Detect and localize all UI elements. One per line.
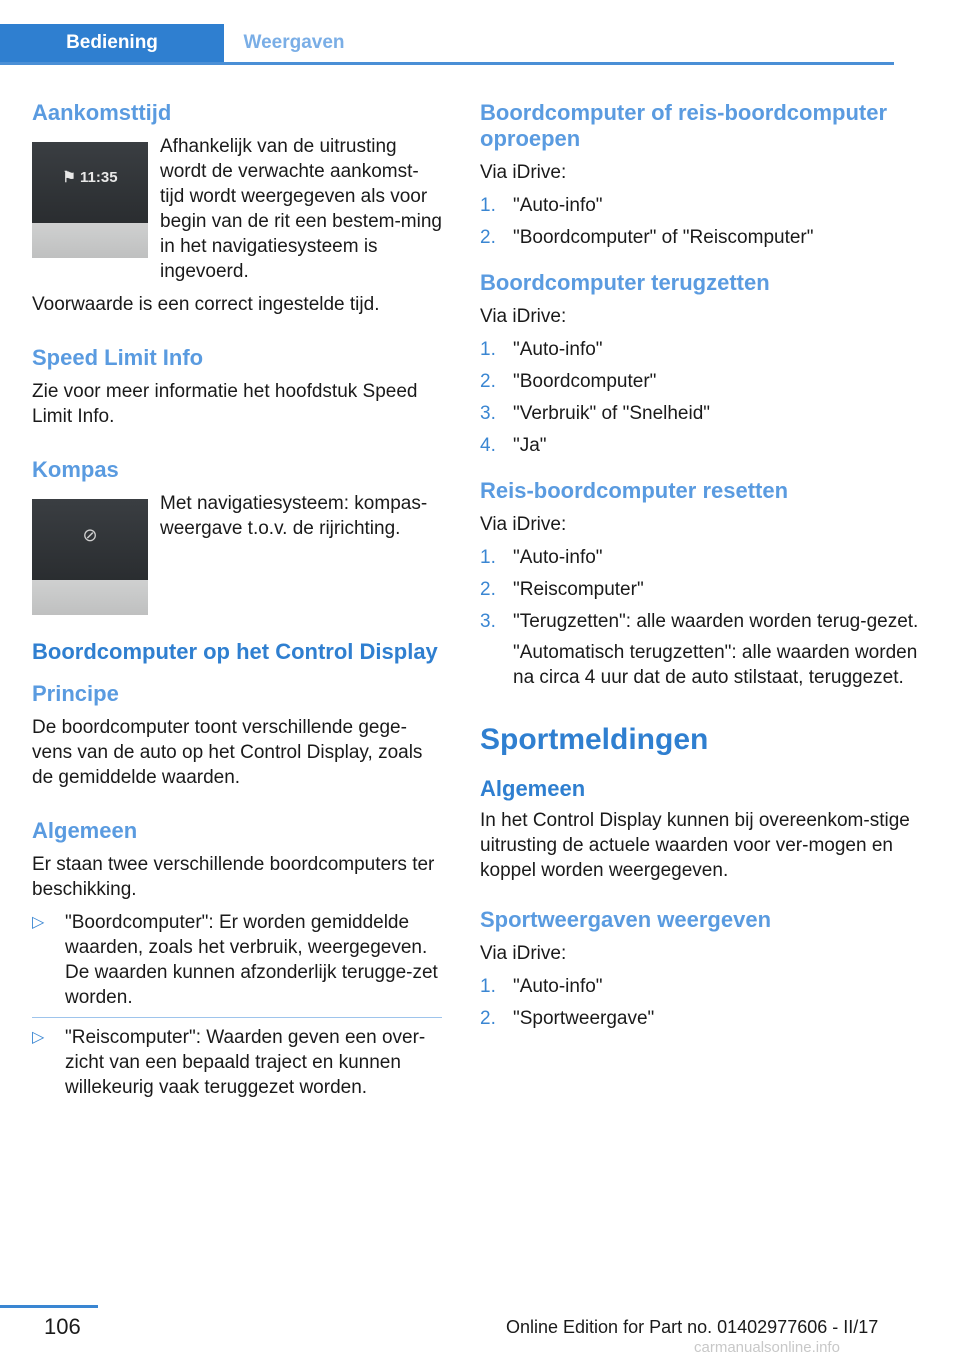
aankomsttijd-heading: Aankomsttijd <box>32 100 172 125</box>
resetten-heading: Reis-boordcomputer resetten <box>480 478 789 503</box>
flag-icon: ⚑ <box>62 169 81 186</box>
via-idrive-label: Via iDrive: <box>480 306 567 327</box>
kompas-text: Met navigatiesysteem: kompas‐weergave t.o.v. de rijrichting. <box>160 493 428 539</box>
resetten-steps <box>480 545 920 690</box>
compass-display-image <box>32 499 148 615</box>
list-item: 2. "Sportweergave" <box>480 1008 655 1029</box>
kompas-heading: Kompas <box>32 457 119 482</box>
list-item: 1. "Auto-info" <box>480 547 603 568</box>
sportweergaven-steps <box>480 974 920 1031</box>
speed-limit-heading: Speed Limit Info <box>32 345 204 370</box>
arrival-time-value: 11:35 <box>80 169 118 186</box>
compass-icon: ⊘ <box>82 525 98 545</box>
via-idrive-label: Via iDrive: <box>480 162 567 183</box>
list-item: 1. "Auto-info" <box>480 339 603 360</box>
via-idrive-label: Via iDrive: <box>480 514 567 535</box>
sport-algemeen-heading: Algemeen <box>480 776 586 801</box>
right-column <box>480 100 920 1041</box>
list-item: 2. "Boordcomputer" <box>480 371 657 392</box>
footer-rule <box>0 1305 98 1308</box>
sportweergaven-heading: Sportweergaven weergeven <box>480 907 772 932</box>
terugzetten-steps <box>480 337 920 458</box>
principe-heading: Principe <box>32 681 119 706</box>
list-item: 2. "Reiscomputer" <box>480 579 644 600</box>
list-item: ▷ "Boordcomputer": Er worden gemiddelde waarden, zoals het verbruik, weergegeven. De waarden kunnen afzonderlijk terugge‐zet worden. <box>32 910 442 1018</box>
watermark: carmanualsonline.info <box>694 1339 840 1356</box>
algemeen-text: Er staan twee verschillende boordcomputers ter beschikking. <box>32 854 435 900</box>
boordcomputer-section-heading: Boordcomputer op het Control Display <box>32 639 438 664</box>
algemeen-heading: Algemeen <box>32 818 138 843</box>
sportmeldingen-heading: Sportmeldingen <box>480 723 709 756</box>
oproepen-heading: Boordcomputer of reis‐boordcomputer oproepen <box>480 100 888 151</box>
terugzetten-heading: Boordcomputer terugzetten <box>480 270 770 295</box>
edition-note: Online Edition for Part no. 01402977606 - II/17 <box>506 1317 879 1337</box>
list-item: 1. "Auto-info" <box>480 195 603 216</box>
oproepen-steps <box>480 193 920 250</box>
auto-reset-note: "Automatisch terugzetten": alle waarden worden na circa 4 uur dat de auto stilstaat, teruggezet. <box>513 642 918 688</box>
list-item: 4. "Ja" <box>480 435 547 456</box>
list-item: 2. "Boordcomputer" of "Reiscomputer" <box>480 227 814 248</box>
sport-algemeen-text: In het Control Display kunnen bij overeenkom‐stige uitrusting de actuele waarden voor ver‐mogen en koppel worden weergegeven. <box>480 810 910 881</box>
triangle-bullet-icon: ▷ <box>32 914 45 931</box>
via-idrive-label: Via iDrive: <box>480 943 567 964</box>
page-number: 106 <box>44 1314 81 1339</box>
left-column <box>32 100 442 1117</box>
tab-bediening[interactable]: Bediening <box>0 24 224 62</box>
tab-weergaven[interactable]: Weergaven <box>243 32 345 53</box>
aankomsttijd-requirement: Voorwaarde is een correct ingestelde tijd. <box>32 294 380 315</box>
arrival-time-display-image <box>32 142 148 258</box>
principe-text: De boordcomputer toont verschillende gege‐vens van de auto op het Control Display, zoals de gemiddelde waarden. <box>32 717 423 788</box>
list-item: ▷ "Reiscomputer": Waarden geven een over‐zicht van een bepaald traject en kunnen willekeurig vaak teruggezet worden. <box>32 1027 426 1098</box>
aankomsttijd-text: Afhankelijk van de uitrusting wordt de verwachte aankomst‐tijd wordt weergegeven als voor begin van de rit een bestem‐ming in het navigatiesysteem is ingevoerd. <box>160 136 442 282</box>
boordcomputer-types-list <box>32 910 442 1107</box>
list-item: 3. "Terugzetten": alle waarden worden terug‐gezet. "Automatisch terugzetten": alle waarden worden na circa 4 uur dat de auto stilstaat, teruggezet. <box>480 611 919 688</box>
list-item: 1. "Auto-info" <box>480 976 603 997</box>
list-item: 3. "Verbruik" of "Snelheid" <box>480 403 711 424</box>
speed-limit-text: Zie voor meer informatie het hoofdstuk Speed Limit Info. <box>32 381 418 427</box>
chapter-tabs <box>0 24 894 65</box>
triangle-bullet-icon: ▷ <box>32 1029 45 1046</box>
